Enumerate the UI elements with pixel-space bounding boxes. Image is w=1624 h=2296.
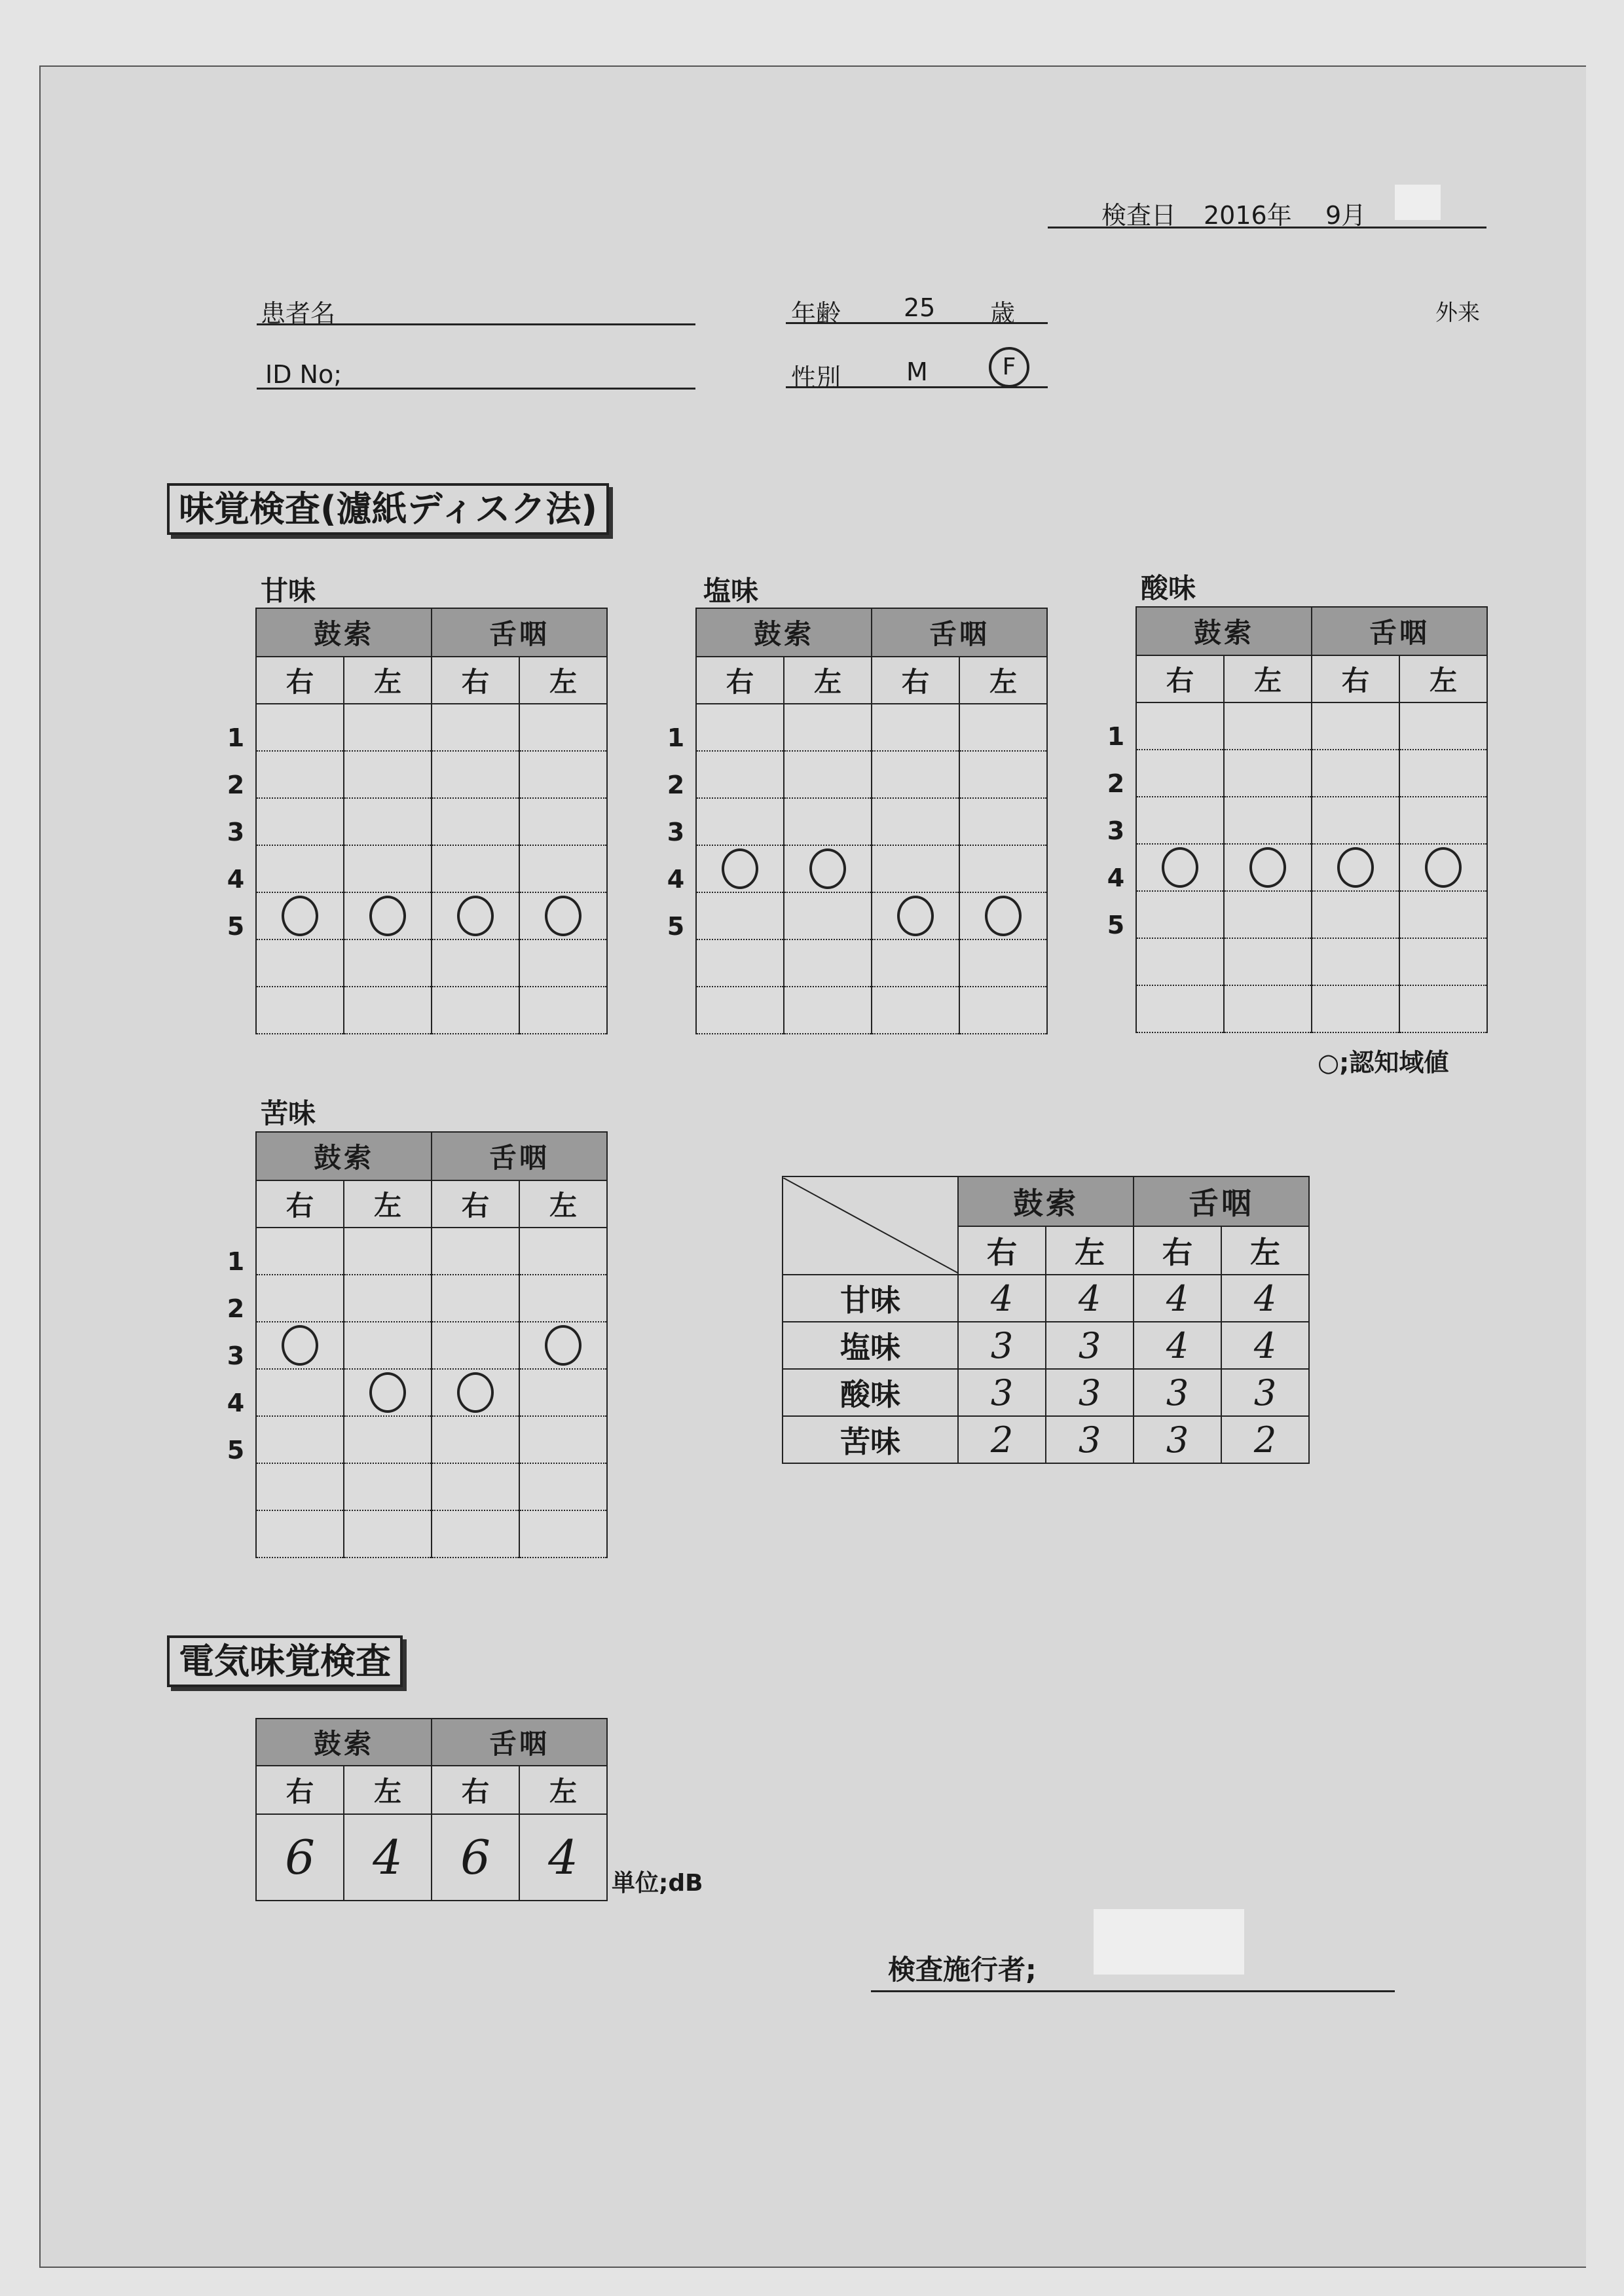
age-underline — [786, 322, 1048, 324]
row-level-label: 2 — [227, 771, 245, 799]
grid-bitter — [255, 1131, 608, 1558]
threshold-circle — [369, 896, 406, 936]
exam-date-label: 検査日 — [1101, 201, 1177, 230]
electro-head-left: 左 — [344, 1766, 432, 1814]
summary-value: 3 — [1046, 1416, 1134, 1463]
age-label: 年齢 — [791, 299, 841, 328]
exam-date-year: 2016年 — [1204, 201, 1292, 230]
head-glosso: 舌咽 — [432, 1132, 607, 1180]
row-level-label: 4 — [227, 1389, 245, 1417]
sex-label: 性別 — [791, 363, 841, 392]
head-right: 右 — [432, 657, 519, 704]
threshold-circle — [1337, 847, 1374, 888]
electro-value: 4 — [344, 1814, 432, 1901]
head-chorda: 鼓索 — [256, 608, 432, 657]
sex-f-option-circled: F — [989, 347, 1029, 388]
summary-head-chorda: 鼓索 — [958, 1176, 1134, 1226]
exam-date-month: 9月 — [1325, 201, 1367, 230]
head-left: 左 — [519, 1180, 607, 1228]
head-left: 左 — [344, 1180, 432, 1228]
row-level-label: 5 — [227, 1436, 245, 1465]
summary-head-glosso: 舌咽 — [1134, 1176, 1309, 1226]
grid-sweet-title: 甘味 — [261, 575, 316, 607]
grid-sweet — [255, 608, 608, 1034]
head-right: 右 — [1136, 655, 1224, 702]
head-chorda: 鼓索 — [1136, 607, 1312, 655]
filter-paper-test-title: 味覚検査(濾紙ディスク法) — [167, 483, 609, 535]
electro-head-right: 右 — [432, 1766, 519, 1814]
summary-row-label: 苦味 — [783, 1416, 958, 1463]
summary-value: 4 — [1134, 1275, 1221, 1322]
row-level-label: 2 — [1107, 769, 1125, 798]
summary-value: 4 — [1221, 1275, 1309, 1322]
head-right: 右 — [256, 1180, 344, 1228]
summary-value: 3 — [1046, 1322, 1134, 1369]
summary-value: 3 — [1046, 1369, 1134, 1416]
head-left: 左 — [784, 657, 872, 704]
corner-diagonal — [783, 1178, 959, 1273]
summary-value: 4 — [1046, 1275, 1134, 1322]
head-chorda: 鼓索 — [696, 608, 872, 657]
summary-value: 2 — [958, 1416, 1046, 1463]
head-glosso: 舌咽 — [432, 608, 607, 657]
electro-unit: 単位;dB — [612, 1870, 703, 1897]
threshold-circle — [809, 848, 846, 889]
summary-value: 4 — [1134, 1322, 1221, 1369]
age-unit: 歳 — [990, 299, 1016, 328]
head-right: 右 — [872, 657, 959, 704]
electro-value: 6 — [432, 1814, 519, 1901]
summary-table — [782, 1176, 1310, 1464]
examiner-underline — [871, 1990, 1395, 1992]
row-level-label: 2 — [227, 1294, 245, 1323]
electro-head-glosso: 舌咽 — [432, 1719, 607, 1766]
head-left: 左 — [1224, 655, 1312, 702]
row-level-label: 5 — [1107, 911, 1125, 939]
legend-recognition-threshold: ○;認知域値 — [1318, 1048, 1449, 1077]
grid-salty — [695, 608, 1048, 1034]
row-level-label: 3 — [227, 818, 245, 847]
summary-value: 3 — [958, 1369, 1046, 1416]
head-glosso: 舌咽 — [1312, 607, 1487, 655]
grid-sour — [1135, 606, 1488, 1033]
threshold-circle — [1162, 847, 1198, 888]
outpatient-label: 外来 — [1435, 300, 1480, 326]
head-right: 右 — [1312, 655, 1399, 702]
examiner-label: 検査施行者; — [888, 1954, 1037, 1986]
summary-head-left: 左 — [1221, 1226, 1309, 1275]
summary-value: 3 — [1221, 1369, 1309, 1416]
row-level-label: 4 — [1107, 864, 1125, 892]
threshold-circle — [545, 1325, 581, 1366]
head-glosso: 舌咽 — [872, 608, 1047, 657]
exam-date-underline — [1048, 227, 1486, 228]
summary-value: 3 — [1134, 1369, 1221, 1416]
row-level-label: 5 — [667, 912, 685, 941]
summary-row-label: 甘味 — [783, 1275, 958, 1322]
electro-table — [255, 1718, 608, 1901]
threshold-circle — [1425, 847, 1462, 888]
electro-value: 4 — [519, 1814, 607, 1901]
summary-value: 3 — [1134, 1416, 1221, 1463]
sex-m-option: M — [906, 357, 928, 386]
row-level-label: 2 — [667, 771, 685, 799]
id-underline — [257, 388, 695, 390]
threshold-circle — [722, 848, 758, 889]
age-value: 25 — [904, 293, 936, 322]
row-level-label: 4 — [227, 865, 245, 894]
summary-corner — [783, 1176, 958, 1275]
electro-head-right: 右 — [256, 1766, 344, 1814]
head-right: 右 — [432, 1180, 519, 1228]
row-level-label: 1 — [667, 723, 685, 752]
grid-bitter-title: 苦味 — [261, 1097, 316, 1129]
summary-head-right: 右 — [1134, 1226, 1221, 1275]
threshold-circle — [1249, 847, 1286, 888]
threshold-circle — [985, 896, 1022, 936]
grid-salty-title: 塩味 — [703, 575, 759, 607]
electro-head-left: 左 — [519, 1766, 607, 1814]
row-level-label: 3 — [667, 818, 685, 847]
head-right: 右 — [256, 657, 344, 704]
head-left: 左 — [1399, 655, 1487, 702]
sex-underline — [786, 386, 1048, 388]
row-level-label: 1 — [227, 1247, 245, 1276]
threshold-circle — [282, 1325, 318, 1366]
row-level-label: 1 — [227, 723, 245, 752]
summary-value: 4 — [1221, 1322, 1309, 1369]
row-level-label: 5 — [227, 912, 245, 941]
row-level-label: 3 — [227, 1341, 245, 1370]
summary-row-label: 塩味 — [783, 1322, 958, 1369]
row-level-label: 3 — [1107, 816, 1125, 845]
head-left: 左 — [344, 657, 432, 704]
summary-row-label: 酸味 — [783, 1369, 958, 1416]
electrogustometry-title: 電気味覚検査 — [167, 1635, 403, 1687]
threshold-circle — [282, 896, 318, 936]
patient-name-underline — [257, 323, 695, 325]
summary-value: 3 — [958, 1322, 1046, 1369]
threshold-circle — [369, 1372, 406, 1413]
head-left: 左 — [519, 657, 607, 704]
threshold-circle — [457, 896, 494, 936]
summary-value: 2 — [1221, 1416, 1309, 1463]
row-level-label: 4 — [667, 865, 685, 894]
summary-head-left: 左 — [1046, 1226, 1134, 1275]
row-level-label: 1 — [1107, 722, 1125, 751]
id-label: ID No; — [265, 360, 342, 389]
summary-head-right: 右 — [958, 1226, 1046, 1275]
threshold-circle — [457, 1372, 494, 1413]
head-right: 右 — [696, 657, 784, 704]
redaction-box — [1395, 185, 1441, 220]
summary-value: 4 — [958, 1275, 1046, 1322]
patient-name-label: 患者名 — [261, 299, 336, 328]
head-left: 左 — [959, 657, 1047, 704]
head-chorda: 鼓索 — [256, 1132, 432, 1180]
threshold-circle — [545, 896, 581, 936]
threshold-circle — [897, 896, 934, 936]
redaction-box — [1094, 1909, 1244, 1975]
electro-head-chorda: 鼓索 — [256, 1719, 432, 1766]
electro-value: 6 — [256, 1814, 344, 1901]
grid-sour-title: 酸味 — [1141, 572, 1196, 604]
